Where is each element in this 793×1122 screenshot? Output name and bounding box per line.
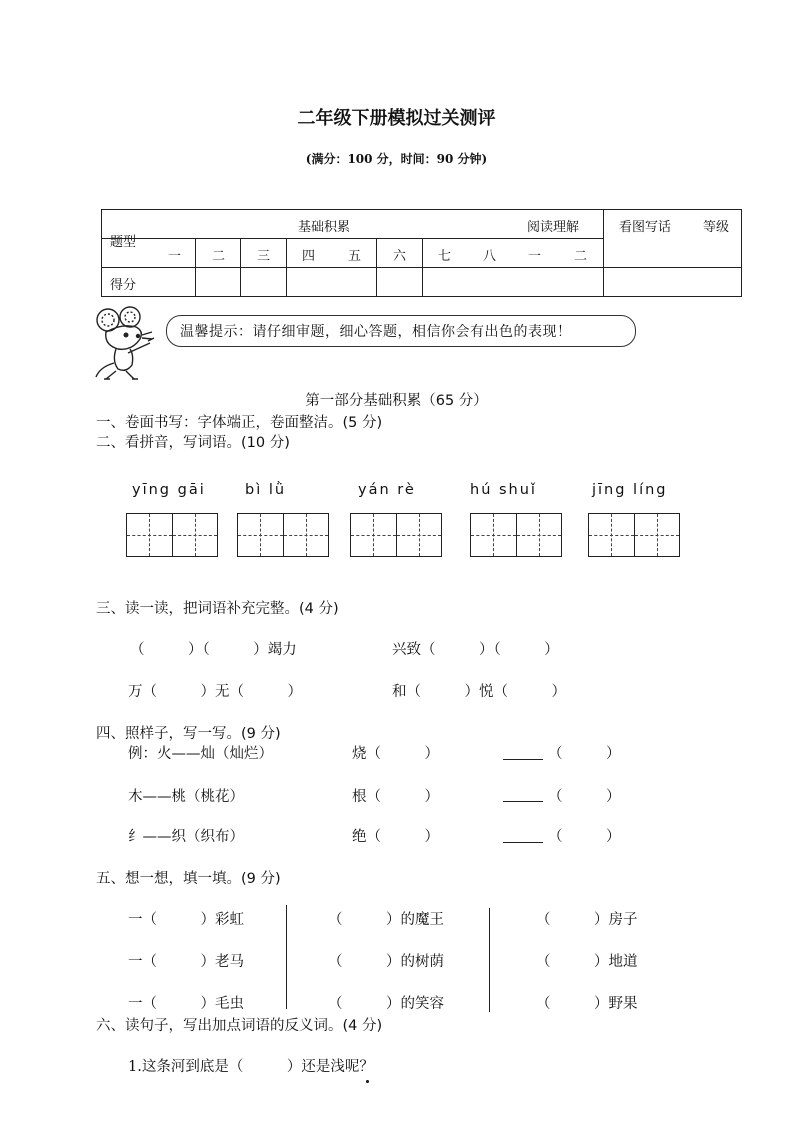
emphasis-dot	[366, 1080, 369, 1083]
column-divider	[286, 905, 287, 1009]
tip-text: 温馨提示：请仔细审题，细心答题，相信你会有出色的表现！	[180, 324, 572, 340]
pinyin-5: jīng líng	[592, 482, 668, 498]
q3-line: 万（ ）无（ ）	[128, 684, 302, 700]
table-col: 四	[302, 249, 316, 264]
pinyin-1: yīng gāi	[132, 482, 206, 498]
q4-item: （ ）	[548, 789, 621, 805]
answer-grid[interactable]	[588, 513, 680, 557]
mouse-mascot-icon	[92, 305, 164, 383]
q5-item: （ ）的魔王	[328, 912, 444, 928]
q4-item: 根（ ）	[352, 789, 439, 805]
q5-item: 一（ ）老马	[128, 954, 244, 970]
table-group-reading: 阅读理解	[527, 220, 580, 235]
pinyin-3: yán rè	[358, 482, 416, 498]
q4-example: 例：火——灿（灿烂）	[128, 746, 273, 762]
table-col: 六	[393, 249, 407, 264]
table-col: 一	[528, 249, 542, 264]
answer-line[interactable]	[503, 842, 543, 843]
answer-grid[interactable]	[470, 513, 562, 557]
q5-item: （ ）房子	[536, 912, 638, 928]
table-group-grade: 等级	[703, 220, 730, 235]
table-col: 五	[348, 249, 362, 264]
q5-item: （ ）的树荫	[328, 954, 444, 970]
pinyin-4: hú shuǐ	[470, 482, 537, 498]
q4-label: 四、照样子，写一写。(9 分)	[96, 726, 281, 742]
table-col: 七	[438, 249, 452, 264]
answer-grid[interactable]	[350, 513, 442, 557]
q3-line: （ ）（ ）竭力	[130, 642, 297, 658]
q5-item: 一（ ）毛虫	[128, 996, 244, 1012]
q4-item: （ ）	[548, 746, 621, 762]
q2-label: 二、看拼音，写词语。(10 分)	[96, 435, 290, 451]
table-col: 三	[257, 249, 271, 264]
answer-line[interactable]	[503, 759, 543, 760]
answer-grid[interactable]	[126, 513, 218, 557]
column-divider	[489, 908, 490, 1012]
page-subtitle: (满分：100 分，时间：90 分钟)	[305, 152, 488, 166]
q3-label: 三、读一读，把词语补充完整。(4 分)	[96, 601, 339, 617]
q6-sentence: 1.这条河到底是（ ）还是浅呢？	[128, 1059, 374, 1075]
q3-line: 和（ ）悦（ ）	[392, 684, 566, 700]
answer-line[interactable]	[503, 801, 543, 802]
q4-item: 烧（ ）	[352, 746, 439, 762]
q4-item: （ ）	[548, 829, 621, 845]
q5-item: （ ）的笑容	[328, 996, 444, 1012]
q5-item: （ ）野果	[536, 996, 638, 1012]
answer-grid[interactable]	[237, 513, 329, 557]
q5-label: 五、想一想，填一填。(9 分)	[96, 871, 281, 887]
table-col: 二	[574, 249, 588, 264]
q4-item: 绝（ ）	[352, 829, 439, 845]
q4-example: 木——桃（桃花）	[128, 789, 244, 805]
table-group-writing: 看图写话	[619, 220, 672, 235]
table-col: 一	[168, 249, 182, 264]
part1-heading: 第一部分基础积累（65 分）	[305, 393, 488, 409]
q5-item: 一（ ）彩虹	[128, 912, 244, 928]
q6-label: 六、读句子，写出加点词语的反义词。(4 分)	[96, 1018, 383, 1034]
q3-line: 兴致（ ）（ ）	[392, 642, 559, 658]
page-title: 二年级下册模拟过关测评	[297, 108, 496, 129]
pinyin-2: bì lǜ	[245, 482, 287, 498]
table-label-score: 得分	[110, 278, 137, 293]
table-col: 二	[212, 249, 226, 264]
q4-example: 纟——织（织布）	[128, 829, 244, 845]
score-table	[101, 209, 742, 297]
q1-label: 一、卷面书写：字体端正，卷面整洁。(5 分)	[96, 415, 383, 431]
table-col: 八	[483, 249, 497, 264]
table-label-type: 题型	[110, 235, 137, 250]
q5-item: （ ）地道	[536, 954, 638, 970]
table-group-basic: 基础积累	[298, 220, 351, 235]
